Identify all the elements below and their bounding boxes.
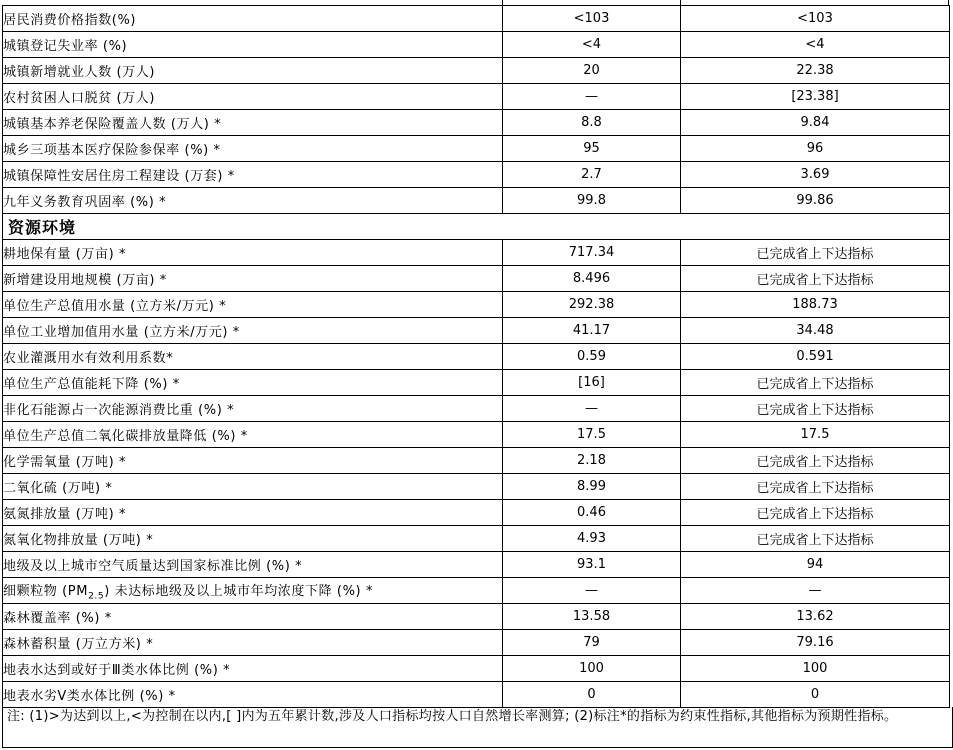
table-row xyxy=(3,32,950,58)
table-row xyxy=(3,266,950,292)
target-value: 4.93 xyxy=(503,526,681,552)
table-row xyxy=(3,370,950,396)
actual-value: 0.591 xyxy=(681,344,950,370)
actual-value: 已完成省上下达指标 xyxy=(681,500,950,526)
indicator-label: 非化石能源占一次能源消费比重 (%) * xyxy=(3,396,503,422)
table-row xyxy=(3,448,950,474)
target-value: 99.8 xyxy=(503,188,681,214)
actual-value: 99.86 xyxy=(681,188,950,214)
table-row xyxy=(3,110,950,136)
section-title: 资源环境 xyxy=(3,214,950,240)
actual-value: 已完成省上下达指标 xyxy=(681,370,950,396)
target-value: 8.8 xyxy=(503,110,681,136)
indicator-label: 耕地保有量 (万亩) * xyxy=(3,240,503,266)
target-value: 100 xyxy=(503,656,681,682)
actual-value: 17.5 xyxy=(681,422,950,448)
table-row xyxy=(3,578,950,604)
target-value: — xyxy=(503,396,681,422)
target-value: 2.18 xyxy=(503,448,681,474)
target-value: 0.46 xyxy=(503,500,681,526)
indicator-label: 氨氮排放量 (万吨) * xyxy=(3,500,503,526)
table-row xyxy=(3,526,950,552)
indicator-label: 二氧化硫 (万吨) * xyxy=(3,474,503,500)
indicator-label: 氮氧化物排放量 (万吨) * xyxy=(3,526,503,552)
indicator-label: 农村贫困人口脱贫 (万人) xyxy=(3,84,503,110)
actual-value: [23.38] xyxy=(681,84,950,110)
actual-value: 9.84 xyxy=(681,110,950,136)
indicator-label: 单位生产总值二氧化碳排放量降低 (%) * xyxy=(3,422,503,448)
target-value: 79 xyxy=(503,630,681,656)
target-value: 292.38 xyxy=(503,292,681,318)
actual-value: 3.69 xyxy=(681,162,950,188)
table-row xyxy=(3,422,950,448)
table-row xyxy=(3,604,950,630)
actual-value: 已完成省上下达指标 xyxy=(681,266,950,292)
indicator-label: 农业灌溉用水有效利用系数* xyxy=(3,344,503,370)
actual-value: 已完成省上下达指标 xyxy=(681,526,950,552)
table-row xyxy=(3,6,950,32)
target-value: 93.1 xyxy=(503,552,681,578)
indicator-label: 居民消费价格指数(%) xyxy=(3,6,503,32)
actual-value: 0 xyxy=(681,682,950,708)
target-value: 41.17 xyxy=(503,318,681,344)
target-value: 0.59 xyxy=(503,344,681,370)
table-row xyxy=(3,162,950,188)
table-row xyxy=(3,318,950,344)
target-value: <4 xyxy=(503,32,681,58)
actual-value: <103 xyxy=(681,6,950,32)
target-value: 13.58 xyxy=(503,604,681,630)
table-row xyxy=(3,84,950,110)
label-subscript: 2.5 xyxy=(88,591,105,602)
table-row xyxy=(3,474,950,500)
table-row xyxy=(3,500,950,526)
indicator-label: 化学需氧量 (万吨) * xyxy=(3,448,503,474)
actual-value: 已完成省上下达指标 xyxy=(681,396,950,422)
table-row xyxy=(3,682,950,708)
target-value: 8.496 xyxy=(503,266,681,292)
indicator-label: 九年义务教育巩固率 (%) * xyxy=(3,188,503,214)
indicator-label: 城镇基本养老保险覆盖人数 (万人) * xyxy=(3,110,503,136)
indicator-label: 森林覆盖率 (%) * xyxy=(3,604,503,630)
actual-value: 100 xyxy=(681,656,950,682)
indicator-label: 城镇保障性安居住房工程建设 (万套) * xyxy=(3,162,503,188)
target-value: 95 xyxy=(503,136,681,162)
table-row xyxy=(3,136,950,162)
indicator-label: 地级及以上城市空气质量达到国家标准比例 (%) * xyxy=(3,552,503,578)
section-header-row xyxy=(3,214,950,240)
actual-value: 79.16 xyxy=(681,630,950,656)
actual-value: 已完成省上下达指标 xyxy=(681,474,950,500)
indicator-label: 城镇新增就业人数 (万人) xyxy=(3,58,503,84)
table-row xyxy=(3,240,950,266)
indicator-label: 城镇登记失业率 (%) xyxy=(3,32,503,58)
actual-value: <4 xyxy=(681,32,950,58)
target-value: 8.99 xyxy=(503,474,681,500)
actual-value: 已完成省上下达指标 xyxy=(681,240,950,266)
table-footnote: 注: (1)>为达到以上,<为控制在以内,[ ]内为五年累计数,涉及人口指标均按人口自然增长率测算; (2)标注*的指标为约束性指标,其他指标为预期性指标。 xyxy=(2,707,953,748)
indicator-label xyxy=(3,578,503,604)
indicator-label: 单位生产总值能耗下降 (%) * xyxy=(3,370,503,396)
table-row xyxy=(3,188,950,214)
indicator-label: 新增建设用地规模 (万亩) * xyxy=(3,266,503,292)
table-row xyxy=(3,58,950,84)
actual-value: 96 xyxy=(681,136,950,162)
target-value: [16] xyxy=(503,370,681,396)
actual-value: 13.62 xyxy=(681,604,950,630)
indicator-table xyxy=(2,5,950,708)
indicator-label: 森林蓄积量 (万立方米) * xyxy=(3,630,503,656)
indicator-label: 单位工业增加值用水量 (立方米/万元) * xyxy=(3,318,503,344)
actual-value: 94 xyxy=(681,552,950,578)
target-value: <103 xyxy=(503,6,681,32)
target-value: — xyxy=(503,84,681,110)
table-row xyxy=(3,292,950,318)
target-value: 20 xyxy=(503,58,681,84)
table-row xyxy=(3,396,950,422)
target-value: 2.7 xyxy=(503,162,681,188)
target-value: 17.5 xyxy=(503,422,681,448)
target-value: 0 xyxy=(503,682,681,708)
indicator-label: 地表水达到或好于Ⅲ类水体比例 (%) * xyxy=(3,656,503,682)
table-row xyxy=(3,552,950,578)
actual-value: 188.73 xyxy=(681,292,950,318)
indicator-label: 单位生产总值用水量 (立方米/万元) * xyxy=(3,292,503,318)
indicator-label: 地表水劣Ⅴ类水体比例 (%) * xyxy=(3,682,503,708)
label-prefix: 细颗粒物 (PM xyxy=(3,583,89,599)
target-value: — xyxy=(503,578,681,604)
label-suffix: ) 未达标地级及以上城市年均浓度下降 (%) * xyxy=(104,583,374,599)
table-row xyxy=(3,656,950,682)
actual-value: — xyxy=(681,578,950,604)
table-row xyxy=(3,344,950,370)
actual-value: 22.38 xyxy=(681,58,950,84)
actual-value: 已完成省上下达指标 xyxy=(681,448,950,474)
actual-value: 34.48 xyxy=(681,318,950,344)
indicator-label: 城乡三项基本医疗保险参保率 (%) * xyxy=(3,136,503,162)
table-row xyxy=(3,630,950,656)
target-value: 717.34 xyxy=(503,240,681,266)
